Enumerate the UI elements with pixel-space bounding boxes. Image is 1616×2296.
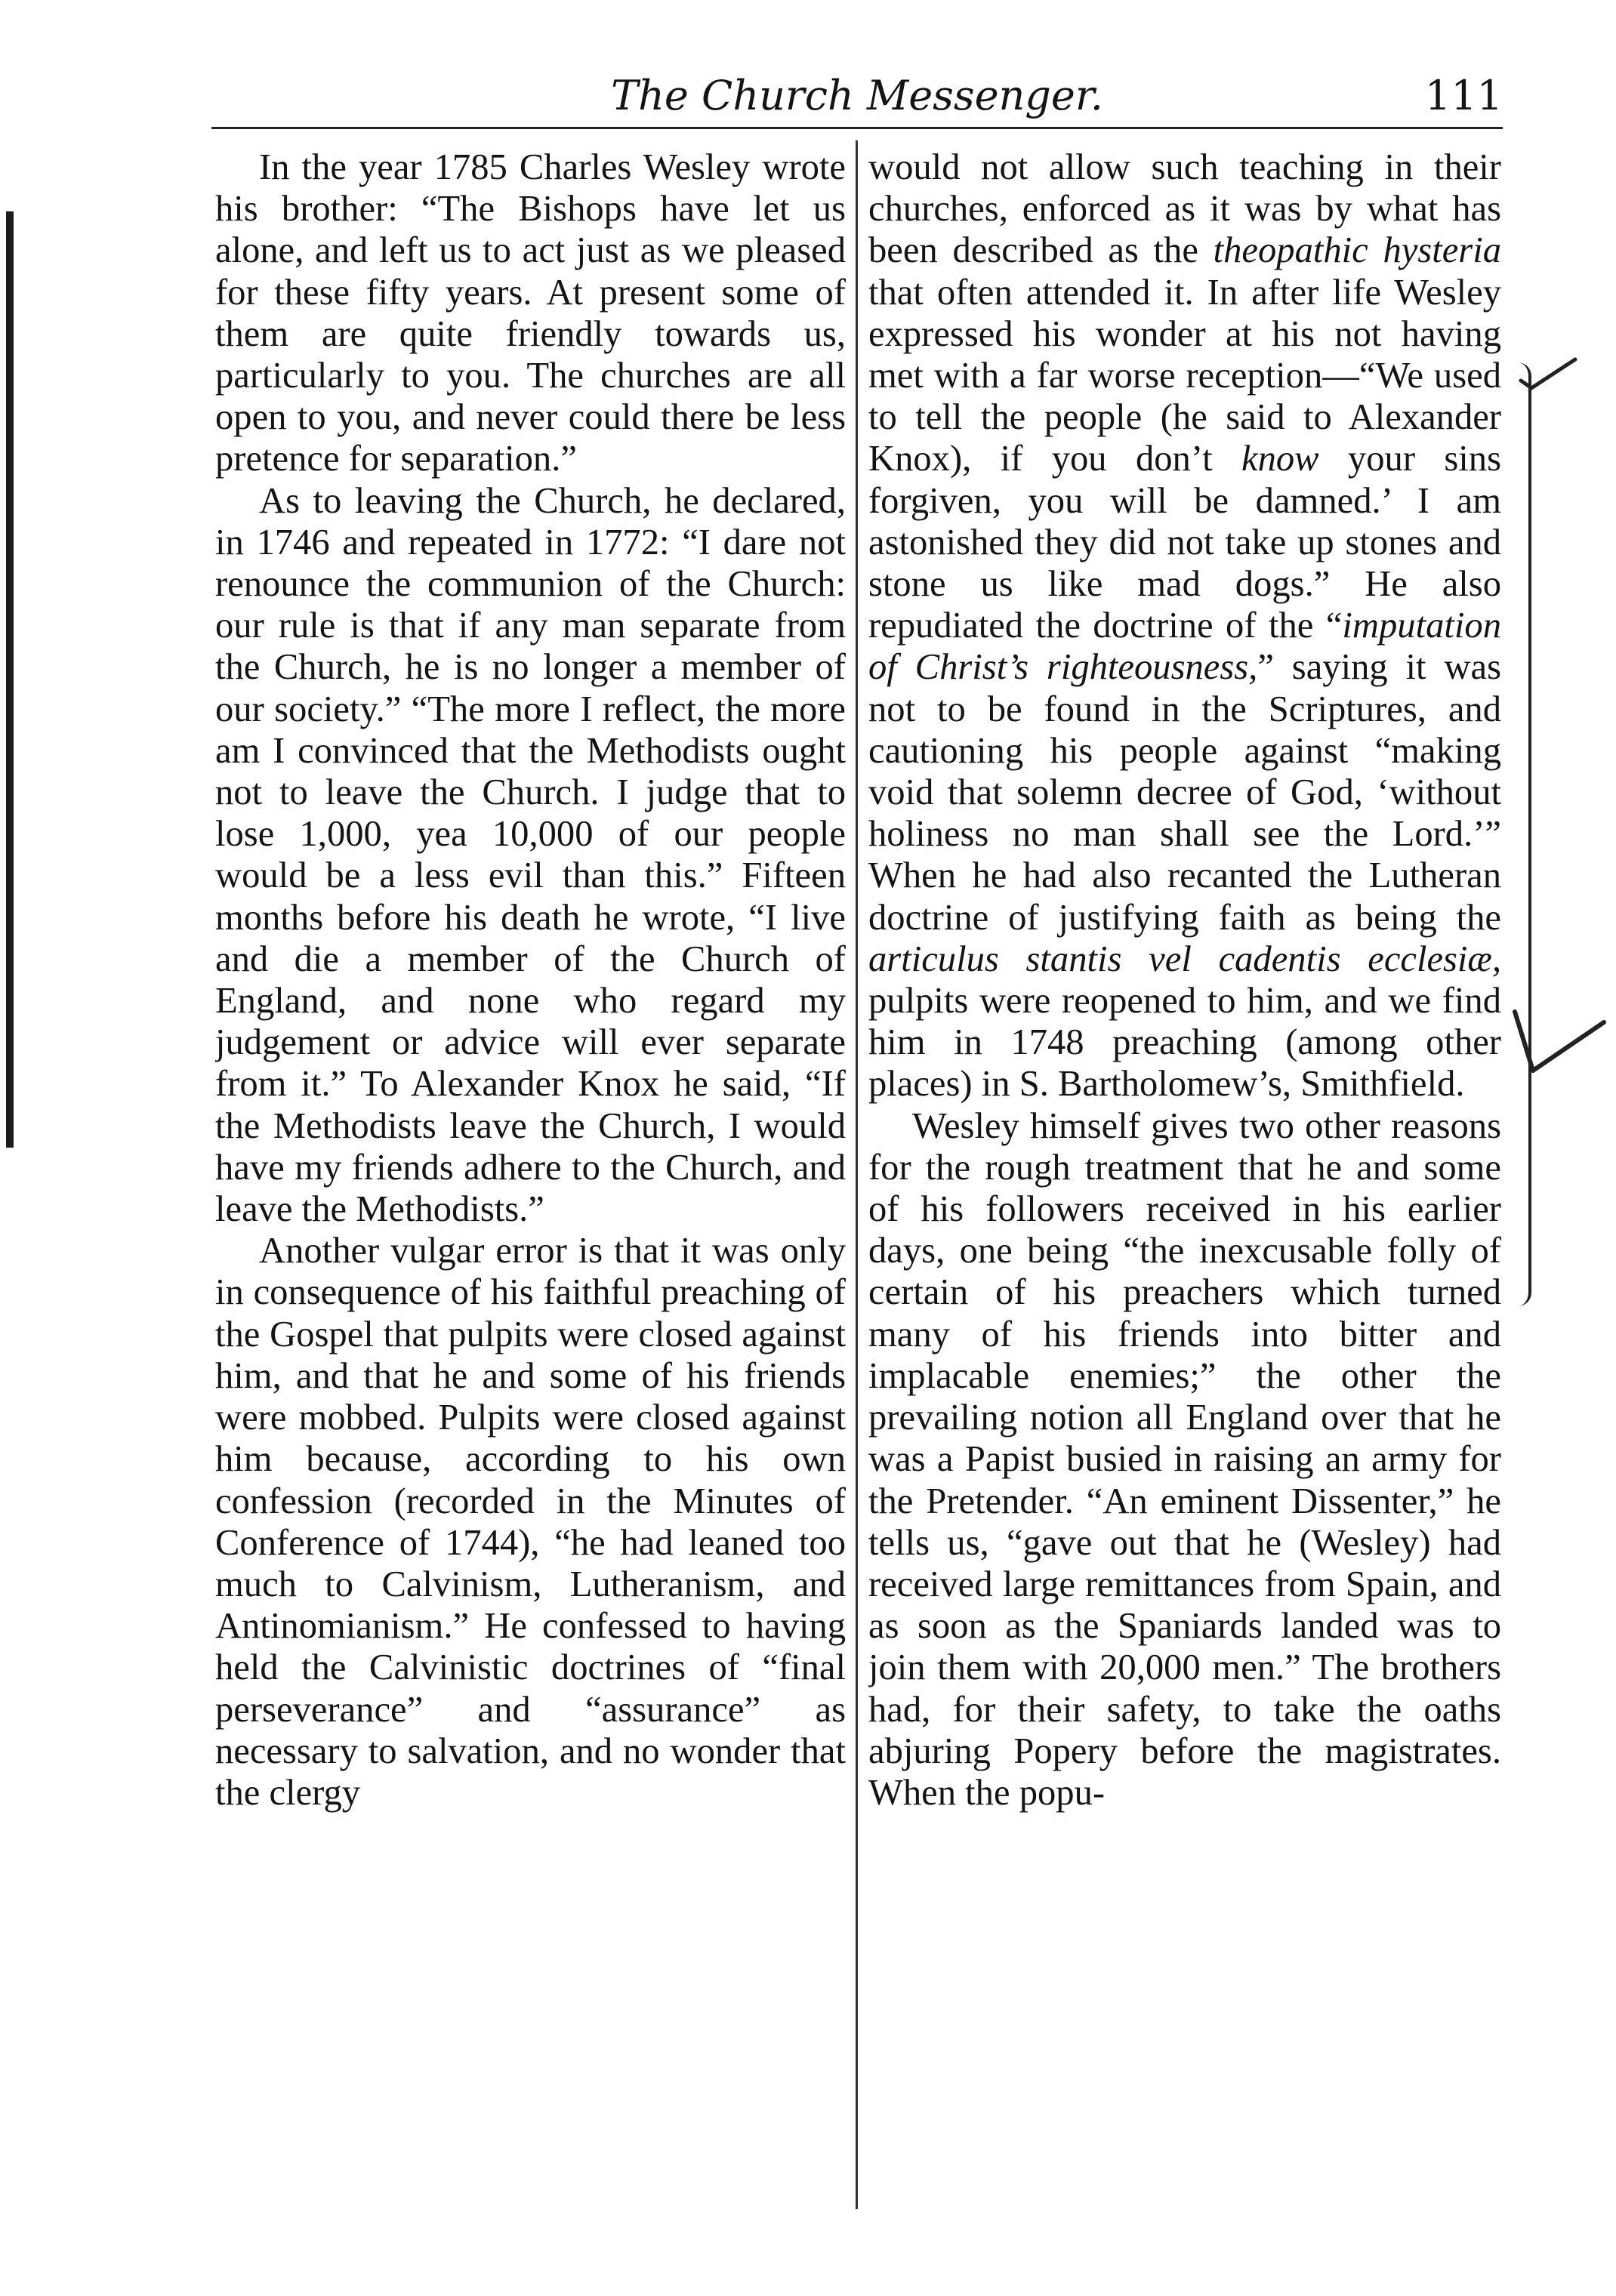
running-header	[211, 69, 1503, 130]
paragraph: In the year 1785 Charles Wesley wrote his brother: “The Bishops have let us alone, and left us to act just as we pleased for these fifty years. At present some of them are quite friendly towards us, particularly to you. The churches are all open to you, and never could there be less pretence for separation.”	[215, 146, 846, 479]
running-title: The Church Messenger.	[611, 72, 1103, 119]
italic-run: imputation of Christ’s righteousness,	[868, 605, 1501, 688]
paragraph-continued	[868, 146, 1501, 1105]
italic-run: theopathic hysteria	[1213, 230, 1501, 271]
paragraph: Wesley himself gives two other reasons for the rough treatment that he and some of his followers received in his earlier days, one being “the inexcusable folly of certain of his preachers which turned many of his friends into bitter and implacable enemies;” the other the prevailing notion all England over that he was a Papist busied in raising an army for the Pretender. “An eminent Dissenter,” he tells us, “gave out that he (Wesley) had received large remittances from Spain, and as soon as the Spaniards landed was to join them with 20,000 men.” The brothers had, for their safety, to take the oaths abjuring Popery before the magistrates. When the popu-	[868, 1105, 1501, 1813]
paragraph: Another vulgar error is that it was only in consequence of his faithful preaching of the Gospel that pulpits were closed against him, and that he and some of his friends were mobbed. Pulpits were closed against him because, according to his own confession (recorded in the Minutes of Conference of 1744), “he had leaned too much to Calvinism, Lutheranism, and Antinomianism.” He confessed to having held the Calvinistic doctrines of “final perseverance” and “assurance” as necessary to salvation, and no wonder that the clergy	[215, 1230, 846, 1813]
column-rule	[856, 140, 858, 2209]
page-number: 111	[1424, 72, 1503, 119]
checkmark-icon	[1518, 355, 1578, 400]
paragraph: As to leaving the Church, he declared, in 1746 and repeated in 1772: “I dare not renounce the communion of the Church: our rule is that if any man separate from the Church, he is no longer a member of our society.” “The more I reflect, the more am I convinced that the Methodists ought not to leave the Church. I judge that to lose 1,000, yea 10,000 of our people would be a less evil than this.” Fifteen months before his death he wrote, “I live and die a member of the Church of England, and none who regard my judgement or advice will ever separate from it.” To Alexander Knox he said, “If the Methodists leave the Church, I would have my friends adhere to the Church, and leave the Methodists.”	[215, 479, 846, 1230]
text-run: ” saying it was not to be found in the Scriptures, and cautioning his people against “making void that solemn decree of God, ‘without holiness no man shall see the Lord.’” When he had also recanted the Lutheran doctrine of justifying faith as being the	[868, 646, 1501, 938]
text-run: pulpits were reopened to him, and we find him in 1748 preaching (among other places) in S. Bartholomew’s, Smithfield.	[868, 980, 1501, 1105]
text-run: that often attended it. In after life Wesley expressed his wonder at his not having met with a far worse reception—“We used to tell the people (he said to Alexander Knox), if you don’t	[868, 271, 1501, 479]
scan-edge-mark	[6, 211, 14, 1148]
text-run: would not allow such teaching in their churches, enforced as it was by what has been described as the	[868, 146, 1501, 271]
margin-bracket-annotation	[1506, 362, 1531, 1306]
left-column	[215, 146, 846, 2215]
italic-run: know	[1241, 438, 1319, 479]
right-column	[868, 146, 1501, 2215]
italic-run: articulus stantis vel cadentis ecclesiæ,	[868, 938, 1501, 979]
text-run: your sins forgiven, you will be damned.’ I am astonished they did not take up stones and stone us like mad dogs.” He also repudiated the doctrine of the “	[868, 438, 1501, 646]
header-rule	[211, 127, 1503, 129]
checkmark-icon	[1510, 982, 1608, 1080]
